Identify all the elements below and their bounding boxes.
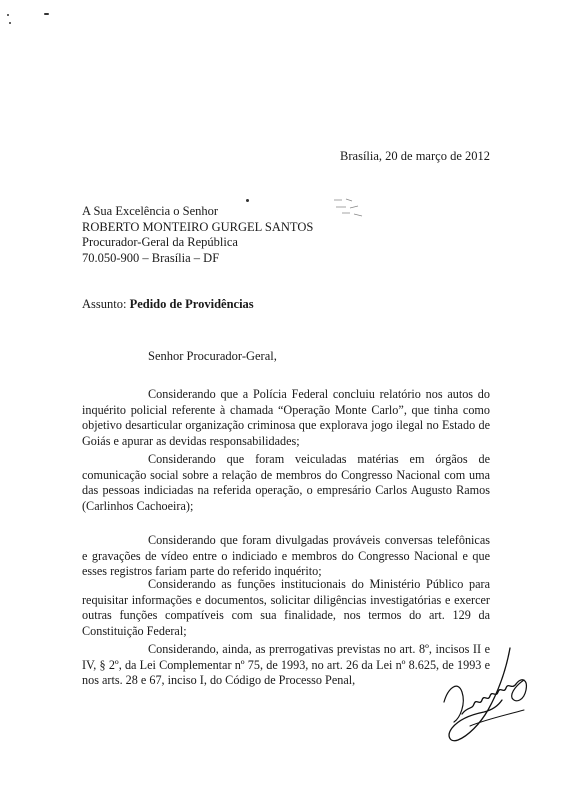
subject-value: Pedido de Providências: [129, 297, 254, 311]
salutation: Senhor Procurador-Geral,: [148, 349, 277, 363]
handwritten-signature: [440, 640, 532, 750]
body-paragraph: Considerando, ainda, as prerrogativas previstas no art. 8º, incisos II e IV, § 2º, da Lei Complementar nº 75, de 1993, no art. 26 da Lei nº 8.625, de 1993 e nos arts. 28 e 67, inciso I, do Código de Processo Penal,: [82, 642, 490, 688]
recipient-title: Procurador-Geral da República: [82, 235, 238, 249]
body-paragraph: Considerando que a Polícia Federal concluiu relatório nos autos do inquérito policial referente à chamada “Operação Monte Carlo”, que tinha como objetivo desarticular organização criminosa que explorava jogo ilegal no Estado de Goiás e apurar as devidas responsabilidades;: [82, 387, 490, 448]
scan-speck: [9, 22, 11, 24]
scan-speck: [7, 14, 9, 16]
scan-speck: [44, 13, 49, 15]
subject-label: Assunto:: [82, 297, 127, 311]
letter-date: Brasília, 20 de março de 2012: [340, 149, 490, 163]
body-paragraph: Considerando as funções institucionais do Ministério Público para requisitar informações e documentos, solicitar diligências investigatórias e exercer outras funções compatíveis com sua finalidade, nos termos do art. 129 da Constituição Federal;: [82, 577, 490, 638]
recipient-name: ROBERTO MONTEIRO GURGEL SANTOS: [82, 219, 314, 234]
recipient-address: [82, 204, 313, 266]
scan-speck: [246, 199, 249, 202]
body-paragraph: Considerando que foram divulgadas prováveis conversas telefônicas e gravações de vídeo entre o indiciado e membros do Congresso Nacional e que esses registros fariam parte do referido inquérito;: [82, 533, 490, 579]
recipient-line: A Sua Excelência o Senhor: [82, 204, 219, 218]
recipient-postal: 70.050-900 – Brasília – DF: [82, 250, 220, 265]
scan-smudge: [332, 196, 372, 226]
subject-line: [82, 297, 254, 312]
body-paragraph: Considerando que foram veiculadas matérias em órgãos de comunicação social sobre a relação de membros do Congresso Nacional com uma das pessoas indiciadas na referida operação, o empresário Carlos Augusto Ramos (Carlinhos Cachoeira);: [82, 452, 490, 513]
